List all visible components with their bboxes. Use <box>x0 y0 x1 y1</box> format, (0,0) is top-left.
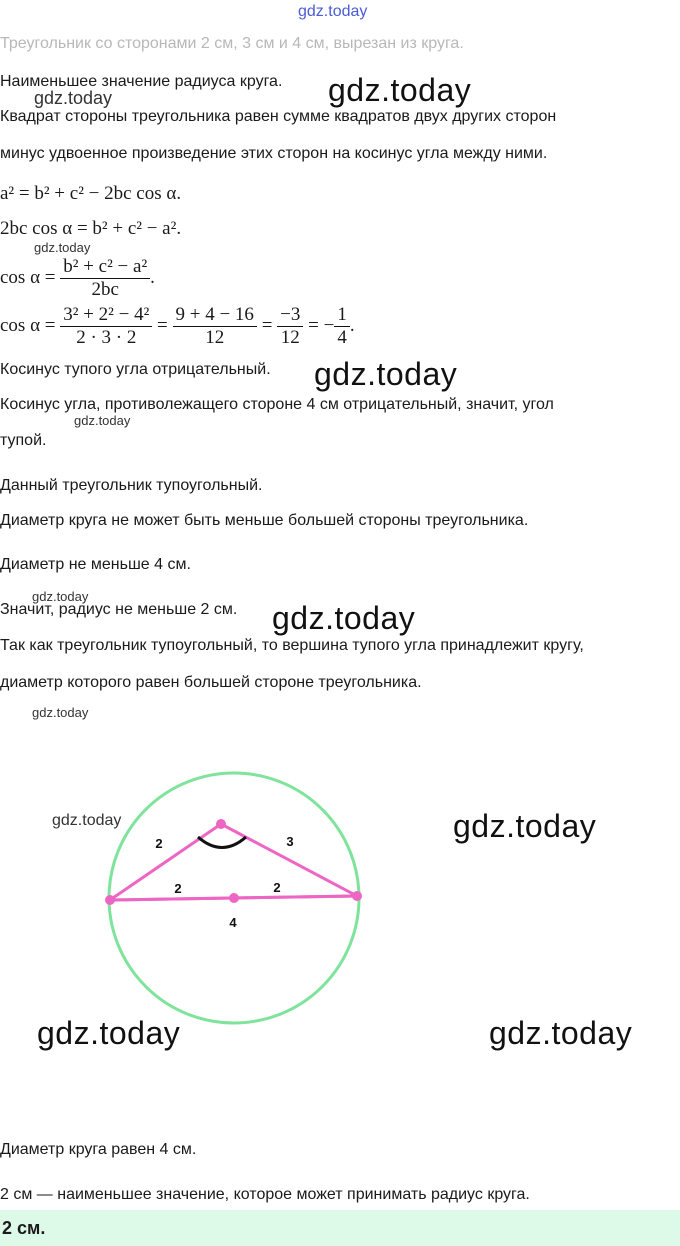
watermark-text: gdz.today <box>272 600 416 636</box>
watermark-text: gdz.today <box>489 1015 633 1051</box>
formula-3-lhs: cos α = <box>0 266 56 288</box>
problem-statement: Треугольник со сторонами 2 см, 3 см и 4 см, вырезан из круга. <box>0 35 464 52</box>
half-diameter-label-right: 2 <box>273 880 281 895</box>
formula-4-fraction-3 <box>277 304 303 349</box>
conclusion-text: 2 см — наименьшее значение, которое может принимать радиус круга. <box>0 1186 530 1203</box>
law-of-cosines-line1: Квадрат стороны треугольника равен сумме квадратов двух других сторон <box>0 108 557 125</box>
side-label-right: 3 <box>286 834 294 849</box>
diameter-rule-text: Диаметр круга не может быть меньше большей стороны треугольника. <box>0 512 529 529</box>
vertex-right-point <box>352 891 362 901</box>
formula-4-fraction-2 <box>173 304 257 349</box>
watermark-text: gdz.today <box>453 808 597 844</box>
answer-text: 2 см. <box>2 1218 46 1238</box>
obtuse-angle-arc <box>198 837 246 848</box>
watermark-text: gdz.today <box>34 88 113 108</box>
watermark-text: gdz.today <box>34 240 91 255</box>
vertex-left-point <box>105 895 115 905</box>
fraction-numerator: 1 <box>334 304 350 327</box>
opposite-angle-line2: тупой. <box>0 432 47 449</box>
formula-3-denominator: 2bc <box>91 279 119 300</box>
obtuse-cosine-text: Косинус тупого угла отрицательный. <box>0 361 271 378</box>
formula-1: a² = b² + c² − 2bc cos α. <box>0 183 182 204</box>
watermark-text: gdz.today <box>74 413 131 428</box>
law-of-cosines-line2: минус удвоенное произведение этих сторон на косинус угла между ними. <box>0 145 548 162</box>
obtuse-triangle-text: Данный треугольник тупоугольный. <box>0 477 263 494</box>
fraction-denominator: 4 <box>337 327 347 348</box>
fraction-numerator: −3 <box>277 304 303 327</box>
fraction-denominator: 2 · 3 · 2 <box>76 327 137 348</box>
equals-sign: = <box>261 314 273 336</box>
half-diameter-label-left: 2 <box>174 881 182 896</box>
vertex-top-point <box>216 819 226 829</box>
diameter-equals-text: Диаметр круга равен 4 см. <box>0 1141 197 1158</box>
formula-3-period: . <box>150 266 155 288</box>
formula-2: 2bc cos α = b² + c² − a². <box>0 218 182 239</box>
equals-sign: = − <box>308 314 335 336</box>
radius-min-text: Значит, радиус не меньше 2 см. <box>0 601 238 618</box>
fraction-numerator: 3² + 2² − 4² <box>60 304 152 327</box>
question-text: Наименьшее значение радиуса круга. <box>0 73 283 90</box>
formula-4-fraction-4 <box>334 304 350 349</box>
formula-3-numerator: b² + c² − a² <box>60 256 150 279</box>
fraction-denominator: 12 <box>280 327 300 348</box>
diameter-min-text: Диаметр не меньше 4 см. <box>0 556 191 573</box>
side-label-left: 2 <box>155 836 163 851</box>
fraction-numerator: 9 + 4 − 16 <box>173 304 257 327</box>
watermark-text: gdz.today <box>32 705 89 720</box>
watermark-text: gdz.today <box>32 589 89 604</box>
watermark-text: gdz.today <box>52 812 122 829</box>
formula-4-period: . <box>349 314 355 336</box>
watermark-text: gdz.today <box>37 1015 181 1051</box>
formula-3-fraction <box>60 256 150 301</box>
formula-4 <box>0 304 355 349</box>
center-point <box>229 893 239 903</box>
watermark-text: gdz.today <box>314 356 458 392</box>
formula-4-fraction-1 <box>60 304 152 349</box>
opposite-angle-line1: Косинус угла, противолежащего стороне 4 см отрицательный, значит, угол <box>0 396 554 413</box>
watermark-text: gdz.today <box>328 72 472 108</box>
fraction-denominator: 12 <box>205 327 225 348</box>
diameter-label: 4 <box>229 915 237 930</box>
formula-3 <box>0 256 155 301</box>
triangle <box>110 824 357 900</box>
header-watermark[interactable]: gdz.today <box>298 3 368 20</box>
equals-sign: = <box>157 314 168 336</box>
vertex-line2: диаметр которого равен большей стороне треугольника. <box>0 674 422 691</box>
answer-box <box>0 1210 680 1246</box>
formula-4-lhs: cos α = <box>0 314 56 336</box>
vertex-line1: Так как треугольник тупоугольный, то вершина тупого угла принадлежит кругу, <box>0 637 584 654</box>
